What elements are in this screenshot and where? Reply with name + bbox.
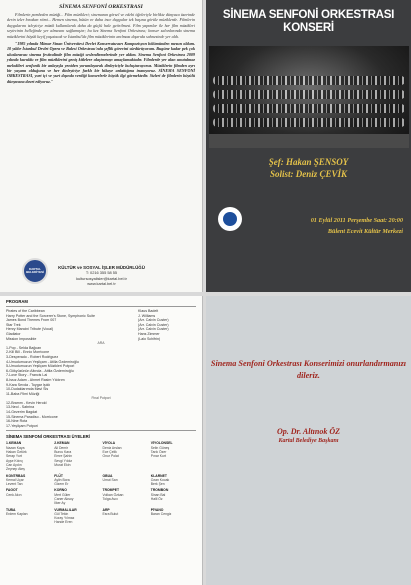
signatory-name: Op. Dr. Altınok ÖZ (276, 427, 341, 436)
roster-group (6, 488, 51, 505)
roster-member: Aylin Bora (54, 477, 70, 482)
logo-circle (218, 207, 242, 231)
roster-heading: SİNEMA SENFONİ ORKESTRASI ÜYELERİ (6, 434, 90, 440)
program-arranger: (Lalo Schifrin) (138, 336, 161, 341)
roster-group (6, 508, 51, 525)
roster-group (54, 508, 99, 525)
roster-group-name: VİYOLONSEL (150, 441, 173, 446)
roster-member: Cenk Akın (6, 492, 22, 497)
intermission-label: ARA (97, 341, 105, 346)
program-arranger: J. Williams (138, 313, 156, 318)
orchestra-photo (209, 46, 409, 148)
program-item: 3-Desperado - Robert Rodriguez (6, 354, 59, 359)
logo-mark (223, 212, 237, 226)
cover-title-line1: SİNEMA SENFONİ ORKESTRASI (222, 8, 395, 21)
program-arranger: (Arr. Calvin Custer) (138, 318, 169, 323)
roster-member: Gül Tekin (54, 511, 69, 516)
roster-member: Ece Çelik (102, 450, 117, 455)
roster-group-name: TUBA (6, 507, 16, 512)
roster-group-name: TROMPET (102, 488, 120, 493)
roster-member: Pınar Kurt (150, 454, 167, 459)
roster-member: Koray Yılmaz (54, 516, 75, 521)
kartal-logo-icon (218, 207, 244, 243)
program-item: 13-Neol - Sabrina (6, 405, 35, 410)
roster-group (151, 508, 196, 525)
program-item: 17-Yeşilçam Potpori (6, 423, 38, 428)
orchestra-row (213, 104, 405, 113)
cover-title (206, 0, 411, 34)
about-panel (0, 0, 203, 292)
program-item: 15-Sinema Paradiso - Morricone (6, 414, 58, 419)
venue-text: Bülent Ecevit Kültür Merkezi (327, 228, 403, 235)
roster-member: Ali Demir (54, 445, 69, 450)
roster-member: Zeynep Ateş (6, 467, 25, 472)
roster-group-name: VİYOLA (102, 441, 116, 446)
roster-member: Sinan Bal (150, 492, 166, 497)
roster-member: Mert Güler (54, 492, 71, 497)
invitation-panel (206, 296, 411, 585)
roster-group (54, 441, 99, 471)
program-heading: PROGRAM (6, 299, 28, 304)
phone-text: T: 0216 355 58 55 (85, 270, 118, 276)
about-paragraph-1: Filmlerin pembeden müziği... Film müzikleri; sinemanın görsel ve edebi öğeleriyle birlikte dünyaca üzerinde derin izler bırakan ritmi... Hemen sinema, bütün ve daha ince duygular tek başına görüle müziklerde. Filmlerin duygularını izleyiciye müzik kullanılarak daha da güçlü hale getirilmesi. Film yapımlar ile her film müzikleri seyircinin belleğinde yer almasını sağlamıştır; bu kez Sinema Senfoni Orkestrası; konser salonlarında sinema müziklerini büyük keyif yaşatacak ve İstanbul'da film müziklerinin anılması dışarıda sahnesinde yer aldı. (7, 12, 195, 39)
orchestra-row (213, 90, 405, 99)
program-item: 10-Dudaklarımda Mavi Sis (6, 387, 49, 392)
program-item: 9-Kara Sevda - Toygar Işıklı (6, 382, 51, 387)
program-arranger: (Arr. Calvin Custer) (138, 322, 169, 327)
roster-group (151, 441, 196, 471)
date-text: 01 Eylül 2011 Perşembe Saat: 20:00 (310, 217, 403, 224)
roster-grid (0, 439, 202, 526)
roster-member: Ayşe Kılınç (6, 458, 23, 463)
performer-block (206, 156, 411, 180)
roster-group (103, 508, 148, 525)
event-info (243, 215, 403, 237)
roster-member: Volkan Özkan (102, 492, 124, 497)
program-item: 7-Love Story - Francis Lai (6, 373, 48, 378)
program-item: 8-Issız Adam - Ahmet Rasim Yıldırım (6, 377, 65, 382)
conductor-text: Şef: Hakan ŞENSOY (268, 157, 349, 167)
roster-group (54, 488, 99, 505)
roster-member: İlker Ay (54, 501, 66, 506)
roster-group-name: VURMALILAR (54, 507, 77, 512)
program-item: 14-Gezerim Bagdat (6, 410, 38, 415)
invitation-message: Sinema Senfoni Orkestrası Konserimizi onurlandırmanızı dileriz. (210, 359, 407, 380)
program-item: 16-Nine Rota (6, 419, 28, 424)
program-work: Pirates of the Caribbean (6, 309, 45, 313)
roster-member: Hakan Öztürk (6, 450, 27, 455)
roster-member: Baran Cengiz (150, 511, 172, 516)
about-paragraph-2: "1985 yılında Mimar Sinan Üniversitesi Devlet Konservatuvarı Kompozisyon bölümünden mezun oldum. 10 yıldır İstanbul Devlet Opera ve Balesi Orkestrası'nda şeflik görevini sürdürüyorum. Bugüne kadar pek çok uluslararası sinema festivalinde film müziği seslendirmelerinde yer aldım. Sinema Senfoni Orkestrası 2009 yılında kuruldu ve film müziklerini geniş kitlelere ulaştırmayı amaçlamaktadır. Filmlerde yer alan unutulmaz melodileri senfonik bir anlayışla yeniden yorumlayarak dinleyiciyle buluşturuyoruz. Müziklerin filmden ayrı bir yaşamı olduğuna ve her dinleyiciye farklı bir hikaye anlattığına inanıyoruz. SİNEMA SENFONİ ORKESTRASI, yurt içi ve yurt dışında verdiği konserlerle büyük ilgi görmektedir. Sizleri de filmlerin büyülü dünyasına davet ediyoruz." (7, 41, 195, 84)
program-work: Gladiator (6, 331, 21, 336)
roster-member: Nazan Kaya (6, 445, 25, 450)
roster-group-name: KLARNET (150, 473, 167, 478)
cover-panel (206, 0, 411, 292)
cover-title-line2: KONSERİ (283, 21, 334, 34)
stage-floor (209, 134, 409, 148)
program-item: 6-Gökyüzünün Altında - Attila Özdemiroğlu (6, 368, 74, 373)
program-work: Harry Potter and the Sorcerer's Stone, Symphonic Suite (6, 313, 95, 318)
program-work: Henry Mancini Tribute (Vocal) (6, 327, 54, 332)
roster-group-name: TROMBON (150, 488, 169, 493)
roster-group (6, 474, 51, 487)
roster-member: Halil Öz (150, 497, 163, 501)
contact-block (0, 265, 203, 286)
about-title: SİNEMA SENFONİ ORKESTRASI (59, 4, 143, 10)
roster-member: Erdem Kaplan (6, 511, 28, 516)
roster-group (151, 474, 196, 487)
program-item: 4-Umudumuzun Yeşilçam - Atilla Özdemiroğlu (6, 359, 79, 364)
program-item: 2-Kill Bill - Ennio Morricone (6, 350, 50, 355)
program-panel (0, 296, 203, 585)
roster-member: Ozan Kocak (150, 477, 170, 482)
email-link[interactable]: kultursosyalisler@kartal.bel.tr (76, 275, 127, 281)
roster-member: Emre Şahin (54, 454, 72, 459)
roster-member: Levent Tan (6, 482, 23, 487)
program-work: James Bond Themes From 007 (6, 318, 57, 323)
roster-group (103, 441, 148, 471)
program-arranger: Klaus Badelt (138, 309, 159, 313)
program-arranger: Hans Zimmer (138, 331, 160, 336)
roster-member: Esra Bulut (102, 511, 119, 516)
orchestra-row (213, 76, 405, 85)
program-list (0, 307, 202, 428)
logo-label: KARTAL BELEDİYESİ (26, 266, 44, 274)
signatory-title: Kartal Belediye Başkanı (278, 438, 339, 444)
website-link[interactable]: www.kartal.bel.tr (87, 280, 116, 286)
roster-group-name: FAGOT (6, 488, 18, 493)
program-work: Mission Impossible (6, 336, 37, 341)
program-item: 5-Umudumuzun Yeşilçam Müzikleri Potpori (6, 364, 75, 369)
roster-group (151, 488, 196, 505)
roster-group (6, 441, 51, 471)
soloist-text: Solist: Deniz ÇEVİK (269, 169, 348, 179)
roster-member: Sevgi Yıldız (54, 458, 73, 463)
signature-block (206, 426, 411, 446)
roster-group-name: FLÜT (54, 473, 63, 478)
roster-group-name: 1.KEMAN (6, 441, 22, 446)
roster-member: Serap Yurt (6, 454, 22, 459)
roster-group-name: 2.KEMAN (54, 441, 70, 446)
roster-member: Kemal Uçar (6, 477, 24, 482)
program-item: 11-Baba Filmi Müziği (6, 391, 40, 396)
roster-member: Selin Güneş (150, 445, 170, 450)
orchestra-row (213, 118, 405, 127)
org-name: KÜLTÜR ve SOSYAL İŞLER MÜDÜRLÜĞÜ (58, 265, 145, 271)
roster-group-name: ARP (102, 507, 110, 512)
program-item: 1-Pop - Selda Bağcan (6, 345, 42, 350)
roster-group-name: KONTRBAS (6, 473, 26, 478)
roster-group (103, 474, 148, 487)
roster-member: Tolga Avcı (102, 497, 118, 501)
program-item: 12-Bramm - Kevin Herold (6, 400, 47, 405)
roster-member: Umut Sarı (102, 477, 118, 482)
program-work: Star Trek (6, 322, 21, 327)
roster-member: Berk Şen (150, 482, 165, 487)
roster-member: Tarık Özer (150, 450, 167, 455)
roster-member: Gizem Er (54, 482, 69, 487)
roster-member: Burcu Kara (54, 450, 72, 455)
roster-group (54, 474, 99, 487)
roster-group-name: PİYANO (150, 507, 164, 512)
roster-member: Onur Polat (102, 454, 119, 459)
roster-group (103, 488, 148, 505)
roster-group-name: OBUA (102, 473, 113, 478)
program-arranger: (Arr. Calvin Custer) (138, 327, 169, 332)
roster-member: Murat Ekin (54, 462, 71, 467)
roster-member: Can Aydın (6, 462, 22, 467)
roster-member: Hande Eren (54, 520, 73, 525)
roster-group-name: KORNO (54, 488, 67, 493)
roster-member: Caner Aksoy (54, 497, 74, 501)
roster-member: Deniz Arslan (102, 445, 122, 450)
final-heading: Final Potpori (91, 396, 111, 401)
